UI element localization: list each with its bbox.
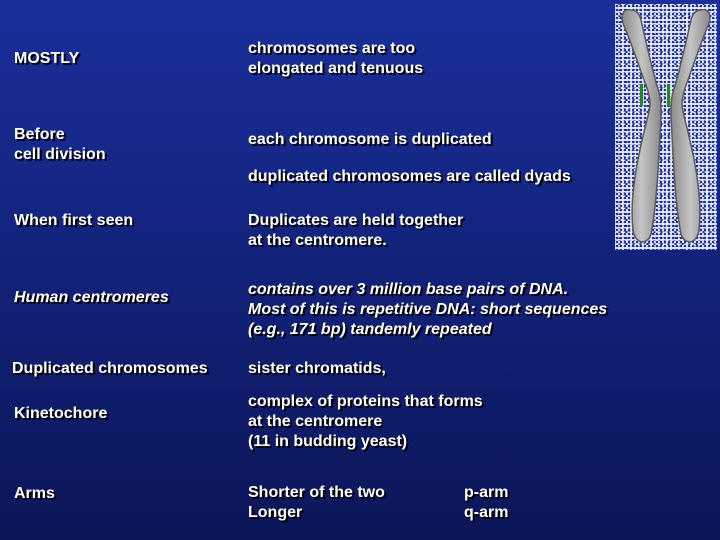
term-duplicated-chromosomes: Duplicated chromosomes <box>12 360 208 377</box>
term-arms: Arms <box>14 485 55 502</box>
desc-arms-length: Shorter of the two Longer <box>248 484 385 521</box>
desc-dyads: duplicated chromosomes are called dyads <box>248 168 571 185</box>
desc-mostly: chromosomes are too elongated and tenuous <box>248 40 424 77</box>
desc-when-first-seen: Duplicates are held together at the centromere. <box>248 212 464 249</box>
term-kinetochore: Kinetochore <box>14 405 108 422</box>
desc-sister-chromatids: sister chromatids, <box>248 360 386 377</box>
chromatid-left <box>622 10 661 242</box>
desc-human-centromeres: contains over 3 million base pairs of DNA. Most of this is repetitive DNA: short sequences (e.g., 171 bp) tandemly repeated <box>248 281 608 338</box>
term-mostly: MOSTLY <box>14 50 80 67</box>
desc-kinetochore: complex of proteins that forms at the centromere (11 in budding yeast) <box>248 393 483 450</box>
chromatid-right <box>671 10 710 242</box>
term-human-centromeres: Human centromeres <box>14 289 169 306</box>
kinetochore-mark-left <box>640 84 643 106</box>
kinetochore-mark-right <box>667 84 670 106</box>
chromosome-icon <box>615 4 717 250</box>
term-before-cell-division: Before cell division <box>14 126 106 163</box>
desc-before-cell-division: each chromosome is duplicated <box>248 131 492 148</box>
term-when-first-seen: When first seen <box>14 212 134 229</box>
chromosome-image <box>615 4 717 250</box>
desc-arms-names: p-arm q-arm <box>464 484 509 521</box>
